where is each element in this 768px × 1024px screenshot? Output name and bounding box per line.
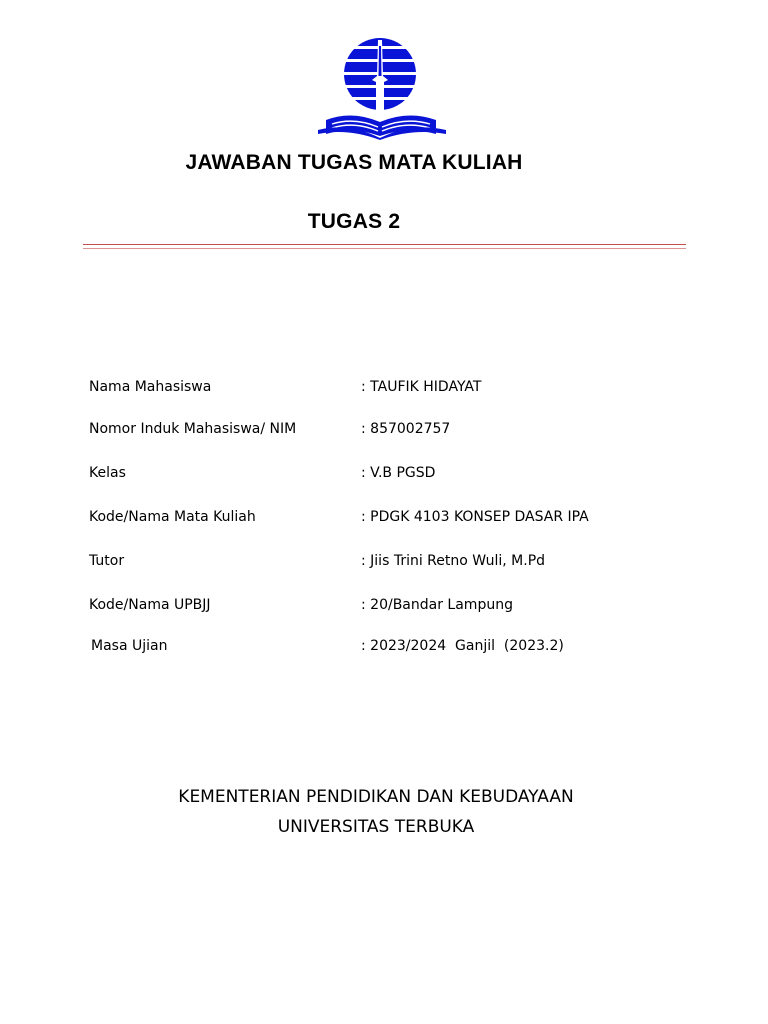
- info-label: Kode/Nama Mata Kuliah: [89, 509, 256, 525]
- info-value: : 857002757: [361, 421, 451, 437]
- info-label: Nomor Induk Mahasiswa/ NIM: [89, 421, 297, 437]
- info-label: Kode/Nama UPBJJ: [89, 597, 211, 613]
- info-label: Kelas: [89, 465, 126, 481]
- info-label: Nama Mahasiswa: [89, 379, 212, 395]
- footer-ministry: KEMENTERIAN PENDIDIKAN DAN KEBUDAYAAN: [178, 787, 574, 807]
- info-label: Masa Ujian: [91, 638, 168, 654]
- info-row-masa-ujian: [0, 638, 768, 660]
- info-value: : Jiis Trini Retno Wuli, M.Pd: [361, 553, 546, 569]
- footer-university: UNIVERSITAS TERBUKA: [277, 817, 475, 837]
- info-row-kelas: [0, 465, 768, 487]
- info-label: Tutor: [89, 553, 125, 569]
- info-row-nim: [0, 421, 768, 443]
- info-row-nama: [0, 379, 768, 401]
- info-row-mata-kuliah: [0, 509, 768, 531]
- info-value: : TAUFIK HIDAYAT: [361, 379, 482, 395]
- document-title: JAWABAN TUGAS MATA KULIAH: [185, 151, 523, 174]
- info-value: : V.B PGSD: [361, 465, 436, 481]
- info-row-tutor: [0, 553, 768, 575]
- document-subtitle: TUGAS 2: [307, 210, 401, 233]
- info-value: : 20/Bandar Lampung: [361, 597, 513, 613]
- info-value: : PDGK 4103 KONSEP DASAR IPA: [361, 509, 589, 525]
- info-value: : 2023/2024 Ganjil (2023.2): [361, 638, 564, 654]
- info-row-upbjj: [0, 597, 768, 619]
